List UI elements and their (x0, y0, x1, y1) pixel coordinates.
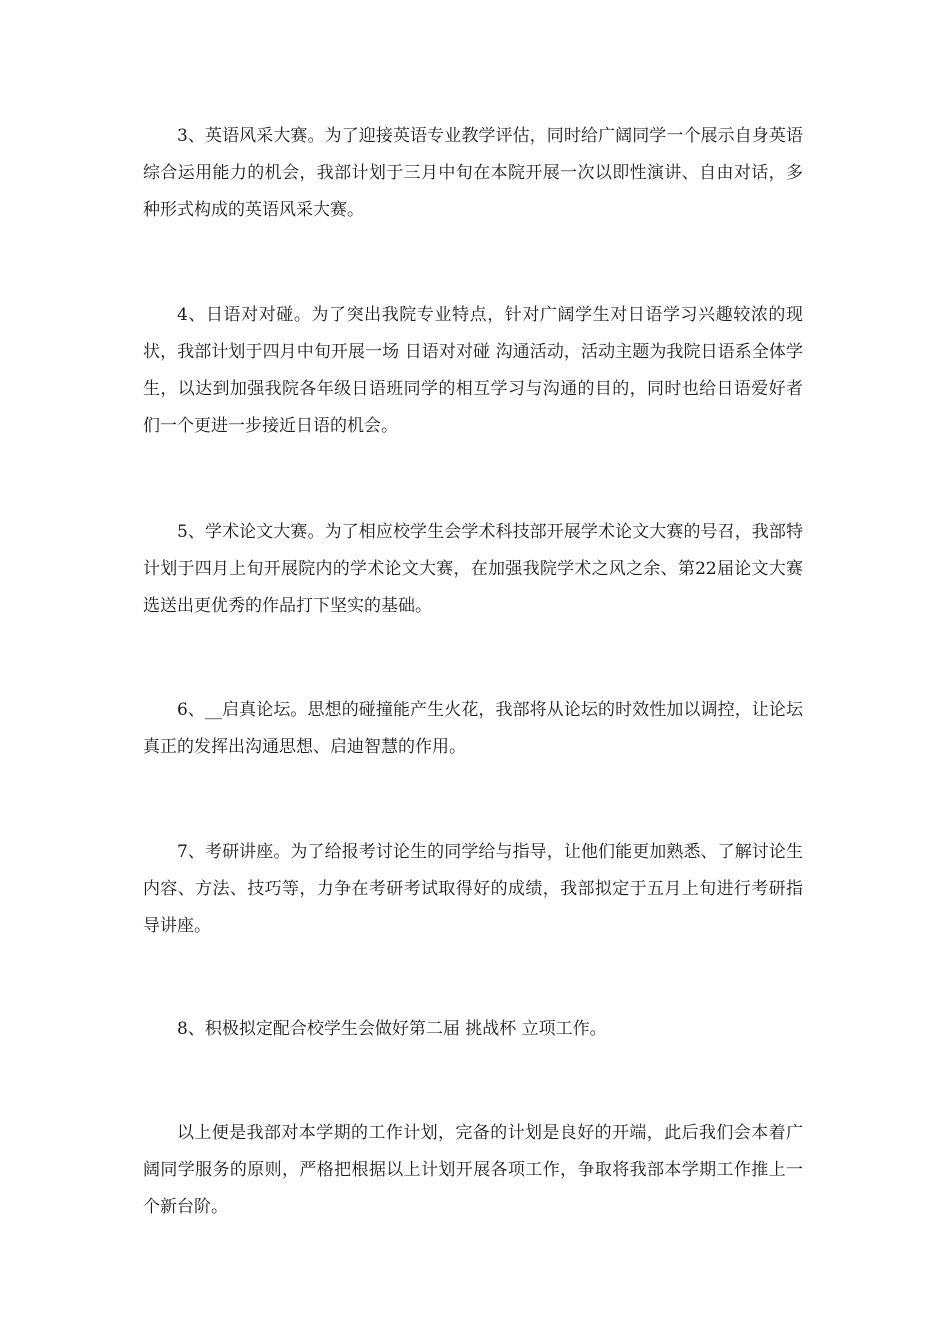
paragraph-japanese-exchange: 4、日语对对碰。为了突出我院专业特点，针对广阔学生对日语学习兴趣较浓的现状，我部计划于四月中旬开展一场 日语对对碰 沟通活动，活动主题为我院日语系全体学生，以达到加强我院各年级日语班同学的相互学习与沟通的目的，同时也给日语爱好者们一个更进一步接近日语的机会。 (143, 305, 803, 436)
paragraph-challenge-cup: 8、积极拟定配合校学生会做好第二届 挑战杯 立项工作。 (177, 1019, 607, 1039)
paragraph-qizhen-forum: 6、__启真论坛。思想的碰撞能产生火花，我部将从论坛的时效性加以调控，让论坛真正的发挥出沟通思想、启迪智慧的作用。 (143, 700, 803, 757)
paragraph-english-contest: 3、英语风采大赛。为了迎接英语专业教学评估，同时给广阔同学一个展示自身英语综合运用能力的机会，我部计划于三月中旬在本院开展一次以即性演讲、自由对话，多种形式构成的英语风采大赛。 (143, 126, 803, 220)
paragraph-conclusion: 以上便是我部对本学期的工作计划，完备的计划是良好的开端，此后我们会本着广阔同学服务的原则，严格把根据以上计划开展各项工作，争取将我部本学期工作推上一个新台阶。 (143, 1123, 803, 1217)
paragraph-postgrad-lecture: 7、考研讲座。为了给报考讨论生的同学给与指导，让他们能更加熟悉、了解讨论生内容、方法、技巧等，力争在考研考试取得好的成绩，我部拟定于五月上旬进行考研指导讲座。 (143, 842, 803, 936)
paragraph-academic-paper-contest: 5、学术论文大赛。为了相应校学生会学术科技部开展学术论文大赛的号召，我部特计划于四月上旬开展院内的学术论文大赛，在加强我院学术之风之余、第22届论文大赛选送出更优秀的作品打下坚实的基础。 (143, 522, 803, 616)
